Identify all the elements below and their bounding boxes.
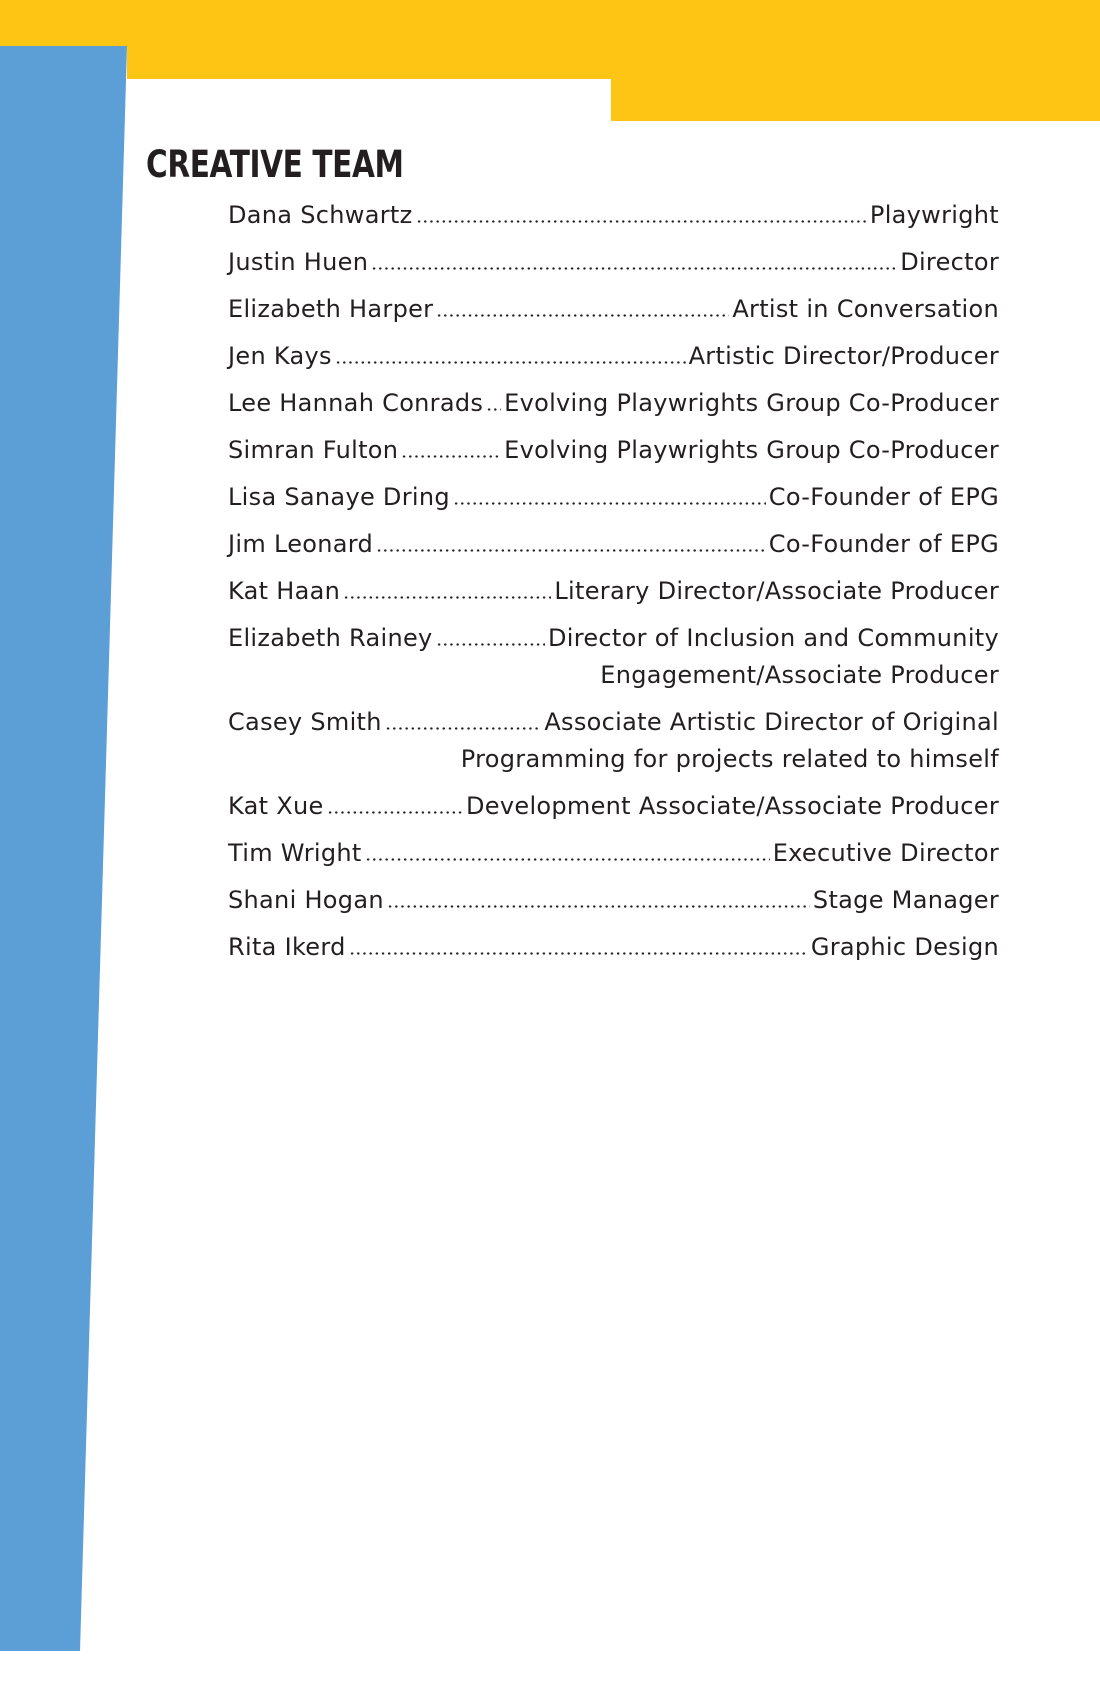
- member-role: Playwright: [869, 201, 999, 229]
- member-name: Rita Ikerd: [228, 933, 346, 961]
- creative-team-list: [228, 196, 999, 975]
- member-role: Director: [900, 248, 999, 276]
- member-name: Simran Fulton: [228, 436, 399, 464]
- team-row: [228, 703, 999, 742]
- yellow-banner: [0, 0, 1100, 121]
- dot-leader: [343, 596, 551, 599]
- member-role: Director of Inclusion and Community: [547, 624, 999, 652]
- member-role-continuation: Programming for projects related to himself: [460, 745, 999, 773]
- member-role: Evolving Playwrights Group Co-Producer: [504, 389, 999, 417]
- member-name: Dana Schwartz: [228, 201, 413, 229]
- member-role: Executive Director: [772, 839, 999, 867]
- member-name: Lee Hannah Conrads: [228, 389, 484, 417]
- team-row: [228, 834, 999, 873]
- member-name: Jim Leonard: [228, 530, 374, 558]
- member-role: Co-Founder of EPG: [768, 530, 999, 558]
- member-name: Elizabeth Rainey: [228, 624, 433, 652]
- dot-leader: [453, 502, 766, 505]
- section-heading: CREATIVE TEAM: [146, 143, 404, 186]
- dot-leader: [436, 314, 729, 317]
- member-role: Evolving Playwrights Group Co-Producer: [504, 436, 999, 464]
- member-role-continuation: Engagement/Associate Producer: [600, 661, 999, 689]
- member-name: Elizabeth Harper: [228, 295, 434, 323]
- member-name: Jen Kays: [228, 342, 332, 370]
- member-name: Kat Haan: [228, 577, 341, 605]
- member-name: Lisa Sanaye Dring: [228, 483, 450, 511]
- dot-leader: [401, 455, 501, 458]
- dot-leader: [436, 643, 545, 646]
- member-role: Artist in Conversation: [732, 295, 999, 323]
- dot-leader: [371, 267, 897, 270]
- member-name: Tim Wright: [228, 839, 362, 867]
- member-role: Development Associate/Associate Producer: [466, 792, 999, 820]
- team-row: [228, 290, 999, 329]
- member-name: Shani Hogan: [228, 886, 384, 914]
- team-row: [228, 525, 999, 564]
- team-row: [228, 572, 999, 611]
- member-role: Stage Manager: [812, 886, 999, 914]
- member-name: Kat Xue: [228, 792, 324, 820]
- member-name: Justin Huen: [228, 248, 369, 276]
- dot-leader: [349, 952, 808, 955]
- dot-leader: [365, 858, 770, 861]
- dot-leader: [486, 408, 501, 411]
- team-row: [228, 787, 999, 826]
- member-role: Literary Director/Associate Producer: [554, 577, 999, 605]
- member-role: Co-Founder of EPG: [768, 483, 999, 511]
- dot-leader: [385, 727, 542, 730]
- team-row: [228, 196, 999, 235]
- team-row: [228, 337, 999, 376]
- member-role: Associate Artistic Director of Original: [544, 708, 999, 736]
- team-row: [228, 384, 999, 423]
- blue-side-bar: [0, 46, 127, 1651]
- dot-leader: [376, 549, 766, 552]
- member-role: Graphic Design: [810, 933, 999, 961]
- dot-leader: [416, 220, 867, 223]
- team-row: [228, 431, 999, 470]
- dot-leader: [335, 361, 686, 364]
- team-row: [228, 243, 999, 282]
- dot-leader: [387, 905, 810, 908]
- team-row: [228, 928, 999, 967]
- dot-leader: [327, 811, 463, 814]
- member-name: Casey Smith: [228, 708, 382, 736]
- member-role: Artistic Director/Producer: [688, 342, 999, 370]
- team-row: [228, 478, 999, 517]
- team-row: [228, 881, 999, 920]
- team-row: [228, 619, 999, 658]
